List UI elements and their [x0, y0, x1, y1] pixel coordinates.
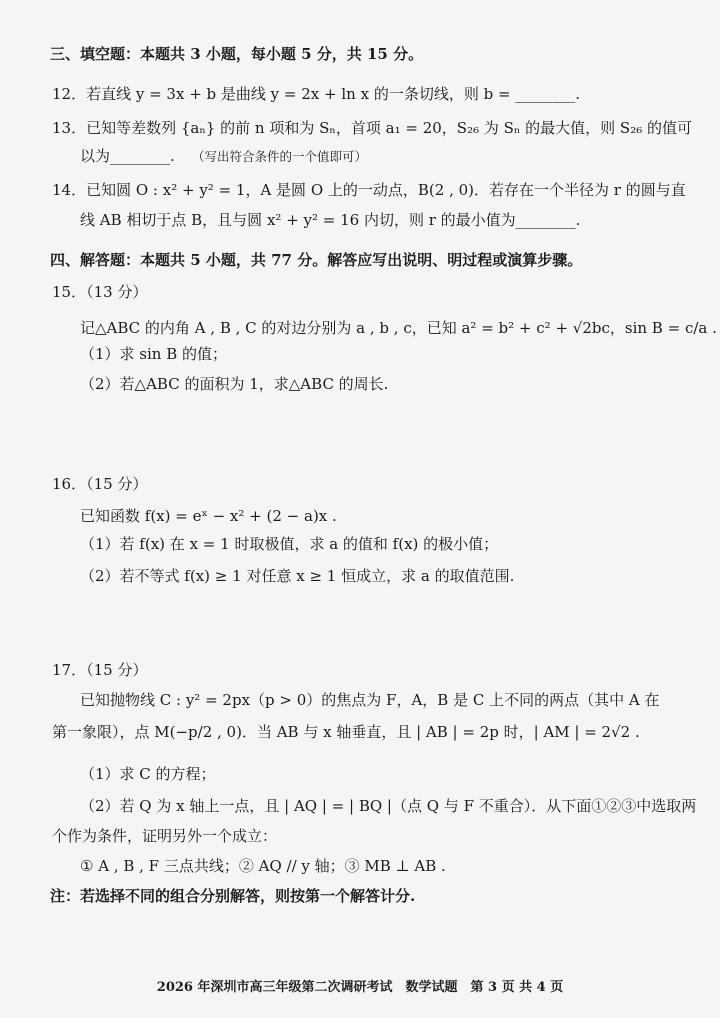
question-17-conditions: ① A , B , F 三点共线；② AQ // y 轴；③ MB ⊥ AB . — [80, 857, 446, 875]
section3-heading: 三、填空题：本题共 3 小题，每小题 5 分，共 15 分。 — [50, 45, 424, 63]
question-14-line2: 线 AB 相切于点 B，且与圆 x² + y² = 16 内切，则 r 的最小值为________. — [80, 211, 581, 229]
question-15-part2: （2）若△ABC 的面积为 1，求△ABC 的周长. — [80, 375, 389, 393]
question-13-line1: 13．已知等差数列 {aₙ} 的前 n 项和为 Sₙ，首项 a₁ = 20，S₂₆ 为 Sₙ 的最大值，则 S₂₆ 的值可 — [52, 119, 693, 137]
page-footer: 2026 年深圳市高三年级第二次调研考试 数学试题 第 3 页 共 4 页 — [156, 980, 564, 995]
question-17-stem-line2: 第一象限），点 M(−p/2 , 0)．当 AB 与 x 轴垂直，且 | AB | = 2p 时，| AM | = 2√2 . — [52, 723, 640, 741]
question-17-stem-line1: 已知抛物线 C : y² = 2px（p > 0）的焦点为 F，A，B 是 C 上不同的两点（其中 A 在 — [80, 691, 660, 709]
question-16-part1: （1）若 f(x) 在 x = 1 时取极值，求 a 的值和 f(x) 的极小值； — [80, 535, 499, 553]
question-17-header: 17．（15 分） — [52, 661, 148, 679]
question-16-part2: （2）若不等式 f(x) ≥ 1 对任意 x ≥ 1 恒成立，求 a 的取值范围. — [80, 567, 515, 585]
question-12: 12．若直线 y = 3x + b 是曲线 y = 2x + ln x 的一条切线，则 b = ________. — [52, 85, 581, 103]
section4-heading: 四、解答题：本题共 5 小题，共 77 分。解答应写出说明、明过程或演算步骤。 — [50, 251, 583, 269]
question-16-header: 16．（15 分） — [52, 475, 148, 493]
question-15-header: 15．（13 分） — [52, 283, 148, 301]
question-14-line1: 14．已知圆 O : x² + y² = 1，A 是圆 O 上的一动点，B(2 , 0)．若存在一个半径为 r 的圆与直 — [52, 181, 686, 199]
question-15-part1: （1）求 sin B 的值； — [80, 345, 228, 363]
question-17-note: 注：若选择不同的组合分别解答，则按第一个解答计分. — [50, 887, 416, 905]
question-16-stem: 已知函数 f(x) = eˣ − x² + (2 − a)x . — [80, 507, 337, 525]
question-13-hint: （写出符合条件的一个值即可） — [192, 149, 368, 164]
question-17-part2-line1: （2）若 Q 为 x 轴上一点，且 | AQ | = | BQ |（点 Q 与 F 不重合）．从下面①②③中选取两 — [80, 797, 697, 815]
question-17-part1: （1）求 C 的方程； — [80, 765, 216, 783]
question-15-stem: 记△ABC 的内角 A , B , C 的对边分别为 a , b , c，已知 a² = b² + c² + √2bc，sin B = c/a . — [80, 319, 717, 337]
question-13-line2: 以为________. — [80, 147, 175, 165]
question-17-part2-line2: 个作为条件，证明另外一个成立： — [52, 827, 278, 845]
